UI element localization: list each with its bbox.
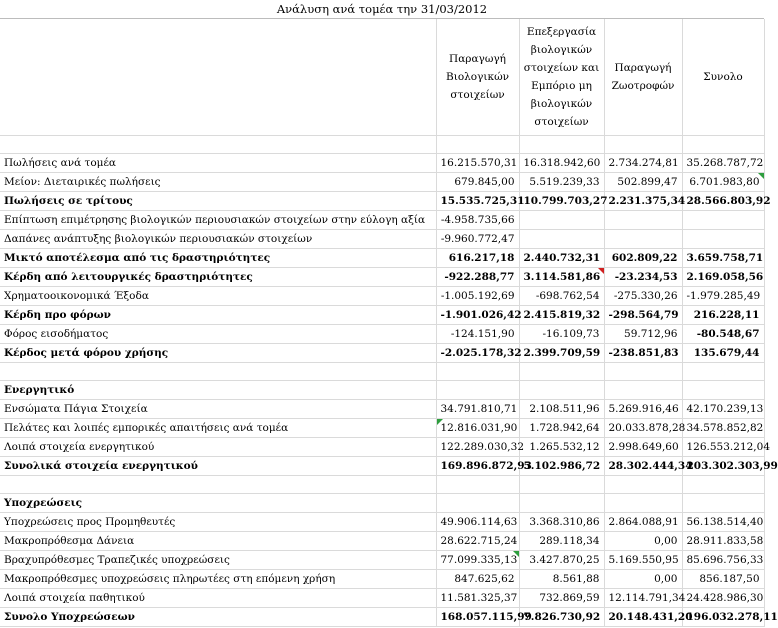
- value-cell[interactable]: [436, 363, 519, 381]
- row-label[interactable]: Λοιπά στοιχεία παθητικού: [0, 589, 436, 608]
- value-cell[interactable]: 77.099.335,13: [436, 551, 519, 570]
- value-cell[interactable]: -1.005.192,69: [436, 287, 519, 306]
- value-cell[interactable]: -4.958.735,66: [436, 211, 519, 230]
- header-row: [0, 19, 764, 136]
- value-cell[interactable]: 732.869,59: [519, 589, 604, 608]
- value-cell[interactable]: -1.901.026,42: [436, 306, 519, 325]
- value-cell[interactable]: [604, 211, 682, 230]
- value-cell[interactable]: 5.519.239,33: [519, 173, 604, 192]
- value-cell[interactable]: -23.234,53: [604, 268, 682, 287]
- value-cell[interactable]: 28.911.833,58: [682, 532, 764, 551]
- value-cell[interactable]: 24.428.986,30: [682, 589, 764, 608]
- table-row: [0, 589, 764, 608]
- table-row: [0, 400, 764, 419]
- value-cell[interactable]: [682, 211, 764, 230]
- header-cell[interactable]: Παραγωγή Ζωοτροφών: [604, 19, 682, 136]
- value-cell[interactable]: [682, 381, 764, 400]
- row-label[interactable]: Βραχυπρόθεσμες Τραπεζικές υποχρεώσεις: [0, 551, 436, 570]
- row-label[interactable]: Υποχρεώσεις προς Προμηθευτές: [0, 513, 436, 532]
- value-cell[interactable]: [436, 494, 519, 513]
- row-label[interactable]: Μικτό αποτέλεσμα από τις δραστηριότητες: [0, 249, 436, 268]
- value-cell[interactable]: 168.057.115,99: [436, 608, 519, 627]
- empty-cell[interactable]: [604, 136, 682, 154]
- row-label[interactable]: Κέρδη από λειτουργικές δραστηριότητες: [0, 268, 436, 287]
- row-label[interactable]: Πωλήσεις ανά τομέα: [0, 154, 436, 173]
- row-label[interactable]: Συνολικά στοιχεία ενεργητικού: [0, 457, 436, 476]
- value-cell[interactable]: [519, 363, 604, 381]
- value-cell[interactable]: 2.108.511,96: [519, 400, 604, 419]
- table-row: [0, 494, 764, 513]
- value-cell[interactable]: -922.288,77: [436, 268, 519, 287]
- spacer-row: [0, 136, 764, 154]
- empty-cell[interactable]: [436, 136, 519, 154]
- value-cell[interactable]: 126.553.212,04: [682, 438, 764, 457]
- table-row: [0, 381, 764, 400]
- header-cell[interactable]: Συνολο: [682, 19, 764, 136]
- row-label[interactable]: Πωλήσεις σε τρίτους: [0, 192, 436, 211]
- value-cell[interactable]: -124.151,90: [436, 325, 519, 344]
- value-cell[interactable]: 85.696.756,33: [682, 551, 764, 570]
- value-cell[interactable]: [519, 211, 604, 230]
- row-label[interactable]: Χρηματοοικονομικά Έξοδα: [0, 287, 436, 306]
- value-cell[interactable]: -298.564,79: [604, 306, 682, 325]
- value-cell[interactable]: [519, 494, 604, 513]
- value-cell[interactable]: 0,00: [604, 570, 682, 589]
- value-cell[interactable]: 3.368.310,86: [519, 513, 604, 532]
- value-cell[interactable]: 16.318.942,60: [519, 154, 604, 173]
- value-cell[interactable]: -1.979.285,49: [682, 287, 764, 306]
- row-label[interactable]: Υποχρεώσεις: [0, 494, 436, 513]
- table-row: [0, 570, 764, 589]
- value-cell[interactable]: -698.762,54: [519, 287, 604, 306]
- value-cell[interactable]: [604, 381, 682, 400]
- value-cell[interactable]: 135.679,44: [682, 344, 764, 363]
- table-row: [0, 173, 764, 192]
- row-label[interactable]: Κέρδη προ φόρων: [0, 306, 436, 325]
- row-label[interactable]: Κέρδος μετά φόρου χρήσης: [0, 344, 436, 363]
- value-cell[interactable]: 12.816.031,90: [436, 419, 519, 438]
- value-cell[interactable]: 602.809,22: [604, 249, 682, 268]
- value-cell[interactable]: 35.268.787,72: [682, 154, 764, 173]
- value-cell[interactable]: 169.896.872,93: [436, 457, 519, 476]
- value-cell[interactable]: [682, 363, 764, 381]
- value-cell[interactable]: [682, 230, 764, 249]
- value-cell[interactable]: -2.025.178,32: [436, 344, 519, 363]
- row-label[interactable]: [0, 363, 436, 381]
- value-cell[interactable]: -9.960.772,47: [436, 230, 519, 249]
- value-cell[interactable]: 2.734.274,81: [604, 154, 682, 173]
- value-cell[interactable]: 20.033.878,28: [604, 419, 682, 438]
- table-row: [0, 268, 764, 287]
- value-cell[interactable]: 42.170.239,13: [682, 400, 764, 419]
- value-cell[interactable]: 1.265.532,12: [519, 438, 604, 457]
- table-row: [0, 230, 764, 249]
- value-cell[interactable]: 2.231.375,34: [604, 192, 682, 211]
- value-cell[interactable]: 1.728.942,64: [519, 419, 604, 438]
- value-cell[interactable]: 10.799.703,27: [519, 192, 604, 211]
- value-cell[interactable]: -16.109,73: [519, 325, 604, 344]
- value-cell[interactable]: 847.625,62: [436, 570, 519, 589]
- value-cell[interactable]: [682, 476, 764, 494]
- value-cell[interactable]: [604, 230, 682, 249]
- table-row: [0, 211, 764, 230]
- value-cell[interactable]: [519, 230, 604, 249]
- value-cell[interactable]: 203.302.303,99: [682, 457, 764, 476]
- sheet-title: Ανάλυση ανά τομέα την 31/03/2012: [0, 0, 764, 19]
- value-cell[interactable]: 6.701.983,80: [682, 173, 764, 192]
- value-cell[interactable]: -238.851,83: [604, 344, 682, 363]
- value-cell[interactable]: [682, 494, 764, 513]
- row-label[interactable]: Επίπτωση επιμέτρησης βιολογικών περιουσιακών στοιχείων στην εύλογη αξία: [0, 211, 436, 230]
- value-cell[interactable]: 16.215.570,31: [436, 154, 519, 173]
- table-row: [0, 249, 764, 268]
- row-label[interactable]: Μείον: Διεταιρικές πωλήσεις: [0, 173, 436, 192]
- value-cell[interactable]: 856.187,50: [682, 570, 764, 589]
- table-row: [0, 532, 764, 551]
- header-cell[interactable]: [0, 19, 436, 136]
- value-cell[interactable]: 49.906.114,63: [436, 513, 519, 532]
- table-row: [0, 419, 764, 438]
- table-row: [0, 344, 764, 363]
- row-label[interactable]: Ενσώματα Πάγια Στοιχεία: [0, 400, 436, 419]
- empty-cell[interactable]: [519, 136, 604, 154]
- row-label[interactable]: Φόρος εισοδήματος: [0, 325, 436, 344]
- value-cell[interactable]: 2.169.058,56: [682, 268, 764, 287]
- value-cell[interactable]: [604, 363, 682, 381]
- row-label[interactable]: Μακροπρόθεσμα Δάνεια: [0, 532, 436, 551]
- header-cell[interactable]: Επεξεργασία βιολογικών στοιχείων και Εμπόριο μη βιολογικών στοιχείων: [519, 19, 604, 136]
- table-row: [0, 192, 764, 211]
- value-cell[interactable]: 3.659.758,71: [682, 249, 764, 268]
- value-cell[interactable]: [519, 476, 604, 494]
- value-cell[interactable]: 11.581.325,37: [436, 589, 519, 608]
- header-cell[interactable]: Παραγωγή Βιολογικών στοιχείων: [436, 19, 519, 136]
- value-cell[interactable]: 502.899,47: [604, 173, 682, 192]
- table-row: [0, 438, 764, 457]
- value-cell[interactable]: 216.228,11: [682, 306, 764, 325]
- table-row: [0, 154, 764, 173]
- value-cell[interactable]: 8.561,88: [519, 570, 604, 589]
- empty-cell[interactable]: [0, 136, 436, 154]
- value-cell[interactable]: 7.826.730,92: [519, 608, 604, 627]
- row-label[interactable]: Ενεργητικό: [0, 381, 436, 400]
- value-cell[interactable]: -275.330,26: [604, 287, 682, 306]
- value-cell[interactable]: [436, 381, 519, 400]
- value-cell[interactable]: 15.535.725,31: [436, 192, 519, 211]
- table-row: [0, 325, 764, 344]
- value-cell[interactable]: [604, 494, 682, 513]
- value-cell[interactable]: 5.169.550,95: [604, 551, 682, 570]
- value-cell[interactable]: 3.114.581,86: [519, 268, 604, 287]
- value-cell[interactable]: 20.148.431,20: [604, 608, 682, 627]
- table-row: [0, 457, 764, 476]
- table-row: [0, 287, 764, 306]
- value-cell[interactable]: 12.114.791,34: [604, 589, 682, 608]
- segment-table: [0, 19, 778, 627]
- row-label[interactable]: Μακροπρόθεσμες υποχρεώσεις πληρωτέες στη επόμενη χρήση: [0, 570, 436, 589]
- value-cell[interactable]: 28.566.803,92: [682, 192, 764, 211]
- value-cell[interactable]: 289.118,34: [519, 532, 604, 551]
- empty-cell[interactable]: [682, 136, 764, 154]
- value-cell[interactable]: [604, 476, 682, 494]
- value-cell[interactable]: 5.269.916,46: [604, 400, 682, 419]
- value-cell[interactable]: 28.622.715,24: [436, 532, 519, 551]
- table-row: [0, 513, 764, 532]
- row-label[interactable]: [0, 476, 436, 494]
- spacer-row: [0, 363, 764, 381]
- row-label[interactable]: Συνολο Υποχρεώσεων: [0, 608, 436, 627]
- value-cell[interactable]: 3.427.870,25: [519, 551, 604, 570]
- row-label[interactable]: Λοιπά στοιχεία ενεργητικού: [0, 438, 436, 457]
- value-cell[interactable]: 196.032.278,11: [682, 608, 764, 627]
- table-row: [0, 306, 764, 325]
- value-cell[interactable]: 59.712,96: [604, 325, 682, 344]
- value-cell[interactable]: 0,00: [604, 532, 682, 551]
- row-label[interactable]: Πελάτες και λοιπές εμπορικές απαιτήσεις ανά τομέα: [0, 419, 436, 438]
- value-cell[interactable]: 2.415.819,32: [519, 306, 604, 325]
- value-cell[interactable]: 122.289.030,32: [436, 438, 519, 457]
- value-cell[interactable]: 616.217,18: [436, 249, 519, 268]
- value-cell[interactable]: 2.998.649,60: [604, 438, 682, 457]
- value-cell[interactable]: [436, 476, 519, 494]
- table-row: [0, 551, 764, 570]
- spacer-row: [0, 476, 764, 494]
- table-row: [0, 608, 764, 627]
- value-cell[interactable]: 56.138.514,40: [682, 513, 764, 532]
- value-cell[interactable]: [519, 381, 604, 400]
- value-cell[interactable]: 2.440.732,31: [519, 249, 604, 268]
- value-cell[interactable]: 5.102.986,72: [519, 457, 604, 476]
- row-label[interactable]: Δαπάνες ανάπτυξης βιολογικών περιουσιακών στοιχείων: [0, 230, 436, 249]
- value-cell[interactable]: 28.302.444,34: [604, 457, 682, 476]
- value-cell[interactable]: 34.578.852,82: [682, 419, 764, 438]
- value-cell[interactable]: 2.399.709,59: [519, 344, 604, 363]
- value-cell[interactable]: 34.791.810,71: [436, 400, 519, 419]
- value-cell[interactable]: 2.864.088,91: [604, 513, 682, 532]
- value-cell[interactable]: 679.845,00: [436, 173, 519, 192]
- value-cell[interactable]: -80.548,67: [682, 325, 764, 344]
